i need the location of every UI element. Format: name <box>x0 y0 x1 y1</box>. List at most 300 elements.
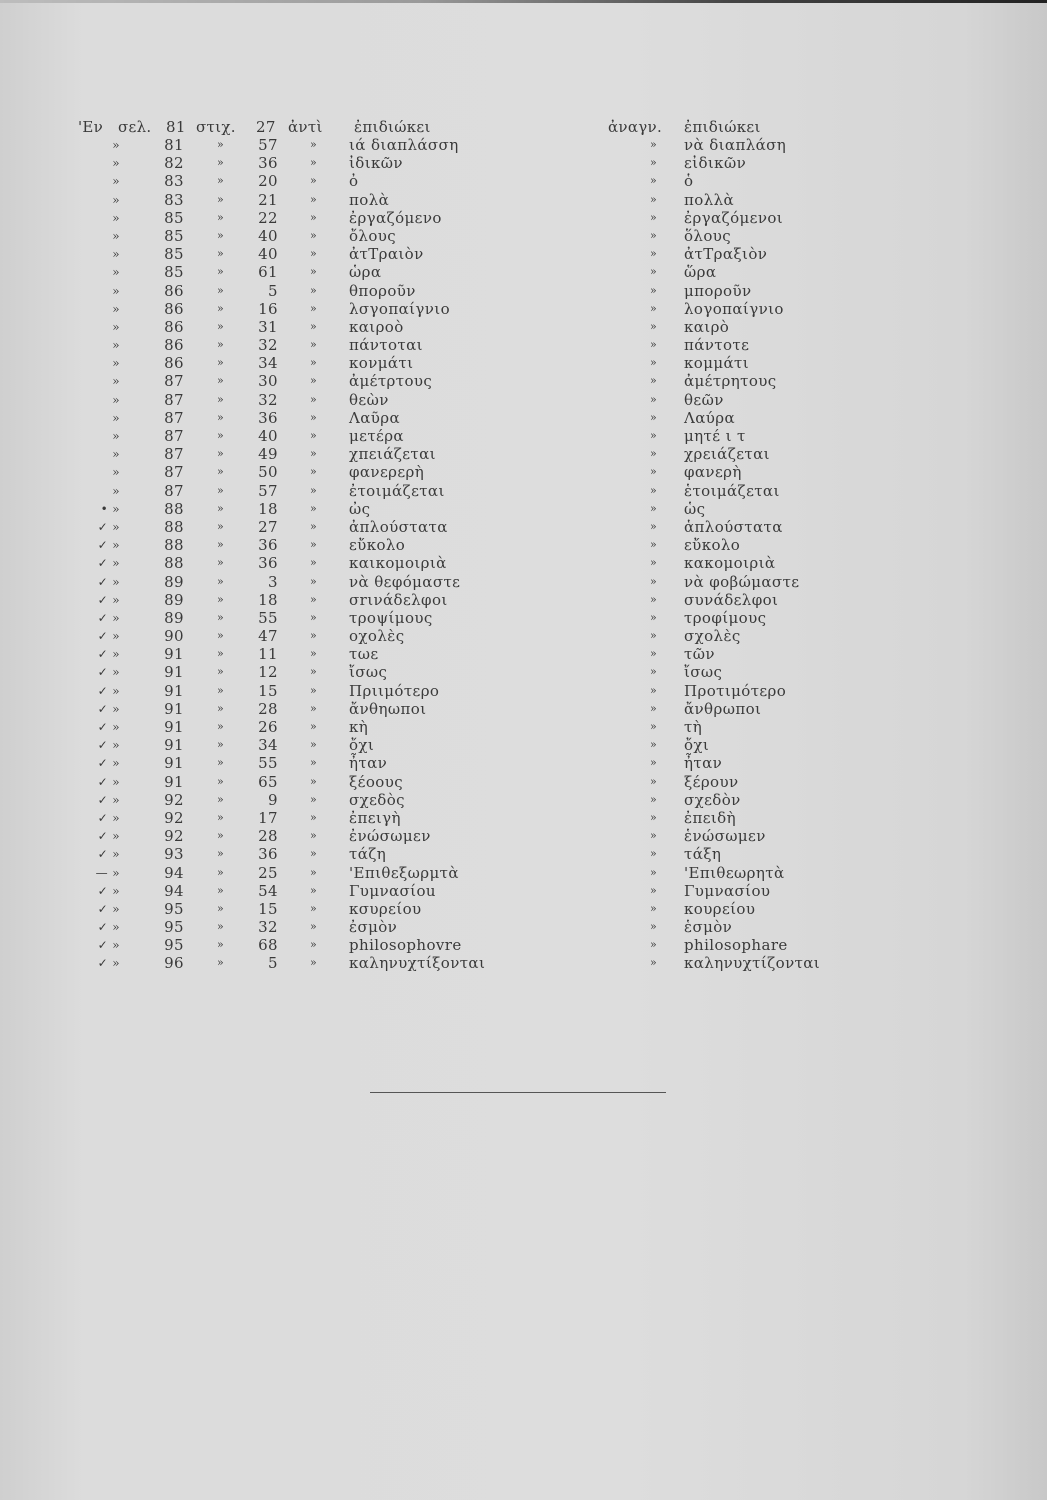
row-wrong-word: φανερερὴ <box>349 463 425 482</box>
row-line-number: 34 <box>258 736 278 755</box>
row-ditto-mark: » <box>650 192 658 206</box>
row-ditto-mark: » <box>310 956 318 970</box>
row-ditto-mark: » <box>217 865 225 879</box>
row-page-number: 91 <box>164 718 184 736</box>
row-line-number: 30 <box>258 372 278 391</box>
row-page-number: 95 <box>164 899 184 918</box>
errata-row <box>0 227 1047 245</box>
row-line-number: 61 <box>258 263 278 282</box>
row-line-number: 20 <box>258 172 278 191</box>
row-wrong-word: Γυμνασίοu <box>349 881 436 900</box>
row-correct-word: Λαύρα <box>684 408 736 427</box>
row-ditto-mark: » <box>310 210 318 224</box>
row-ditto-mark: » <box>310 174 318 188</box>
row-tick-mark: — » <box>95 865 120 880</box>
row-tick-mark: » <box>112 283 120 298</box>
row-ditto-mark: » <box>310 519 318 533</box>
row-ditto-mark: » <box>310 501 318 515</box>
row-tick-mark: ✓ » <box>97 610 120 625</box>
row-ditto-mark: » <box>310 774 318 788</box>
row-ditto-mark: » <box>310 301 318 315</box>
row-tick-mark: ✓ » <box>97 829 120 844</box>
row-ditto-mark: » <box>217 410 225 424</box>
row-correct-word: ἑνώσωμεν <box>684 827 766 846</box>
row-ditto-mark: » <box>650 865 658 879</box>
row-ditto-mark: » <box>217 883 225 897</box>
row-ditto-mark: » <box>650 629 658 643</box>
row-wrong-word: λσγοπαίγνιο <box>349 299 451 318</box>
errata-row <box>0 882 1047 900</box>
row-page-number: 91 <box>164 736 184 755</box>
row-ditto-mark: » <box>217 701 225 715</box>
row-wrong-word: ὠς <box>349 499 371 518</box>
row-wrong-word: ἰδικῶν <box>349 154 403 173</box>
row-ditto-mark: » <box>650 301 658 315</box>
row-ditto-mark: » <box>650 174 658 188</box>
row-correct-word: καιρὸ <box>684 317 730 336</box>
row-tick-mark: ✓ » <box>97 901 120 916</box>
row-ditto-mark: » <box>217 629 225 643</box>
row-ditto-mark: » <box>310 865 318 879</box>
row-tick-mark: ✓ » <box>97 756 120 771</box>
row-ditto-mark: » <box>310 610 318 624</box>
row-tick-mark: » <box>112 156 120 171</box>
row-wrong-word: ἀμέτρτους <box>349 372 433 391</box>
row-page-number: 88 <box>164 554 184 573</box>
row-line-number: 32 <box>258 390 278 409</box>
row-wrong-word: ξέoους <box>349 772 404 791</box>
row-wrong-word: πολὰ <box>349 190 390 209</box>
row-wrong-word: καικομοιριὰ <box>349 554 447 573</box>
row-line-number: 15 <box>258 681 278 700</box>
row-ditto-mark: » <box>650 901 658 915</box>
row-correct-word: εὔκολο <box>684 536 741 555</box>
row-wrong-word: ιά διαπλάσση <box>349 136 459 154</box>
row-line-number: 25 <box>258 863 278 882</box>
errata-row <box>0 773 1047 791</box>
row-ditto-mark: » <box>217 338 225 352</box>
errata-row <box>0 518 1047 536</box>
row-line-number: 3 <box>268 572 278 591</box>
row-page-number: 87 <box>164 390 184 409</box>
row-ditto-mark: » <box>310 901 318 915</box>
row-wrong-word: τροψίμους <box>349 608 433 627</box>
row-wrong-word: οχολὲς <box>349 627 405 646</box>
errata-row <box>0 845 1047 863</box>
row-ditto-mark: » <box>310 483 318 497</box>
row-ditto-mark: » <box>650 447 658 461</box>
row-ditto-mark: » <box>217 774 225 788</box>
row-ditto-mark: » <box>217 519 225 533</box>
row-line-number: 50 <box>258 463 278 482</box>
row-ditto-mark: » <box>310 374 318 388</box>
row-ditto-mark: » <box>217 501 225 515</box>
row-page-number: 85 <box>164 226 184 245</box>
row-page-number: 82 <box>164 154 184 173</box>
row-wrong-word: νὰ θεφόμαστε <box>349 572 461 591</box>
row-ditto-mark: » <box>217 665 225 679</box>
row-wrong-word: πάντοται <box>349 336 423 355</box>
row-tick-mark: » <box>112 174 120 189</box>
row-tick-mark: ✓ » <box>97 556 120 571</box>
row-page-number: 90 <box>164 627 184 646</box>
row-ditto-mark: » <box>650 519 658 533</box>
row-ditto-mark: » <box>650 338 658 352</box>
row-wrong-word: εὔκολο <box>349 536 406 555</box>
row-ditto-mark: » <box>217 810 225 824</box>
row-line-number: 34 <box>258 354 278 373</box>
errata-row <box>0 300 1047 318</box>
row-correct-word: λογοπαίγνιο <box>684 299 784 318</box>
row-line-number: 49 <box>258 445 278 464</box>
row-correct-word: ἐπειδὴ <box>684 808 736 827</box>
row-ditto-mark: » <box>650 501 658 515</box>
errata-row <box>0 609 1047 627</box>
row-correct-word: Γυμνασίου <box>684 881 771 900</box>
row-ditto-mark: » <box>650 556 658 570</box>
row-correct-word: σχολὲς <box>684 627 741 646</box>
row-line-number: 9 <box>268 790 278 809</box>
row-page-number: 88 <box>164 536 184 555</box>
row-ditto-mark: » <box>310 392 318 406</box>
row-correct-word: ἑσμὸν <box>684 918 733 937</box>
row-correct-word: νὰ φοβώμαστε <box>684 572 800 591</box>
row-correct-word: πολλὰ <box>684 190 735 209</box>
row-correct-word: ξέρουν <box>684 772 739 791</box>
row-ditto-mark: » <box>310 756 318 770</box>
row-wrong-word: κονμάτι <box>349 354 414 373</box>
row-page-number: 91 <box>164 754 184 773</box>
errata-row <box>0 754 1047 772</box>
row-ditto-mark: » <box>217 429 225 442</box>
errata-rows <box>0 136 1047 973</box>
errata-row <box>0 791 1047 809</box>
errata-row <box>0 954 1047 972</box>
row-correct-word: ἁπλούστατα <box>684 517 783 536</box>
row-ditto-mark: » <box>650 756 658 770</box>
errata-row <box>0 482 1047 500</box>
row-ditto-mark: » <box>217 956 225 970</box>
errata-row <box>0 627 1047 645</box>
row-ditto-mark: » <box>650 265 658 279</box>
row-correct-word: νὰ διαπλάση <box>684 136 787 154</box>
row-line-number: 40 <box>258 427 278 445</box>
row-correct-word: σχεδὸν <box>684 790 741 809</box>
errata-row <box>0 336 1047 354</box>
row-ditto-mark: » <box>650 356 658 370</box>
errata-row <box>0 354 1047 372</box>
row-tick-mark: ✓ » <box>97 683 120 698</box>
row-line-number: 40 <box>258 245 278 264</box>
row-page-number: 87 <box>164 408 184 427</box>
row-page-number: 91 <box>164 699 184 718</box>
row-ditto-mark: » <box>650 774 658 788</box>
row-wrong-word: ἀπλούστατα <box>349 517 448 536</box>
row-ditto-mark: » <box>310 665 318 679</box>
row-correct-word: ἀτTραξιὸν <box>684 245 768 264</box>
row-ditto-mark: » <box>217 392 225 406</box>
row-wrong-word: ὡρα <box>349 263 382 282</box>
row-ditto-mark: » <box>310 356 318 370</box>
row-ditto-mark: » <box>217 192 225 206</box>
row-ditto-mark: » <box>650 792 658 806</box>
row-ditto-mark: » <box>310 429 318 442</box>
row-wrong-word: χπειάζεται <box>349 445 436 464</box>
row-ditto-mark: » <box>217 228 225 242</box>
errata-row <box>0 809 1047 827</box>
row-ditto-mark: » <box>310 629 318 643</box>
row-ditto-mark: » <box>310 592 318 606</box>
row-ditto-mark: » <box>650 720 658 733</box>
row-ditto-mark: » <box>310 247 318 261</box>
row-wrong-word: σχεδὸς <box>349 790 405 809</box>
row-tick-mark: ✓ » <box>97 701 120 716</box>
row-correct-word: φανερὴ <box>684 463 742 482</box>
row-tick-mark: » <box>112 210 120 225</box>
row-wrong-word: ἐπειγὴ <box>349 808 401 827</box>
header-en: 'Εν <box>78 118 104 136</box>
errata-row <box>0 718 1047 736</box>
row-tick-mark: » <box>112 319 120 334</box>
header-page: 81 <box>166 118 186 136</box>
row-ditto-mark: » <box>650 847 658 861</box>
row-line-number: 57 <box>258 136 278 154</box>
row-tick-mark: ✓ » <box>97 574 120 589</box>
row-correct-word: χρειάζεται <box>684 445 770 464</box>
row-wrong-word: ἴσως <box>349 663 388 682</box>
row-ditto-mark: » <box>310 319 318 333</box>
row-correct-word: Προτιμότερο <box>684 681 787 700</box>
row-ditto-mark: » <box>310 138 318 151</box>
row-page-number: 96 <box>164 954 184 973</box>
row-ditto-mark: » <box>217 683 225 697</box>
row-ditto-mark: » <box>217 465 225 479</box>
row-correct-word: κακομοιριὰ <box>684 554 776 573</box>
row-page-number: 86 <box>164 354 184 373</box>
row-page-number: 92 <box>164 808 184 827</box>
header-right: ἐπιδιώκει <box>684 118 761 136</box>
row-wrong-word: θεὼν <box>349 390 389 409</box>
errata-row <box>0 391 1047 409</box>
row-tick-mark: ✓ » <box>97 738 120 753</box>
row-tick-mark: » <box>112 429 120 443</box>
row-ditto-mark: » <box>310 647 318 661</box>
row-wrong-word: ἐνώσωμεν <box>349 827 431 846</box>
row-page-number: 89 <box>164 590 184 609</box>
row-page-number: 91 <box>164 663 184 682</box>
row-correct-word: πάντοτε <box>684 336 750 355</box>
row-line-number: 55 <box>258 608 278 627</box>
row-ditto-mark: » <box>310 720 318 733</box>
row-wrong-word: ὄλους <box>349 226 397 245</box>
row-line-number: 22 <box>258 208 278 227</box>
row-page-number: 88 <box>164 499 184 518</box>
row-ditto-mark: » <box>650 374 658 388</box>
header-anti: ἀντὶ <box>288 118 323 136</box>
row-ditto-mark: » <box>650 465 658 479</box>
row-correct-word: ἄνθρωποι <box>684 699 762 718</box>
row-wrong-word: ὄχι <box>349 736 375 755</box>
row-page-number: 86 <box>164 317 184 336</box>
row-ditto-mark: » <box>217 829 225 843</box>
row-page-number: 83 <box>164 172 184 191</box>
errata-row <box>0 172 1047 190</box>
row-page-number: 86 <box>164 336 184 355</box>
row-line-number: 36 <box>258 536 278 555</box>
row-line-number: 36 <box>258 554 278 573</box>
row-line-number: 28 <box>258 827 278 846</box>
row-ditto-mark: » <box>650 138 658 151</box>
row-tick-mark: ✓ » <box>97 592 120 607</box>
errata-row <box>0 936 1047 954</box>
row-correct-word: ὥρα <box>684 263 717 282</box>
row-page-number: 93 <box>164 845 184 864</box>
errata-row <box>0 409 1047 427</box>
row-ditto-mark: » <box>650 538 658 552</box>
row-tick-mark: ✓ » <box>97 847 120 862</box>
row-correct-word: ἀμέτρητους <box>684 372 777 391</box>
row-ditto-mark: » <box>650 665 658 679</box>
row-line-number: 36 <box>258 845 278 864</box>
row-correct-word: 'Επιθεωρητὰ <box>684 863 785 882</box>
row-ditto-mark: » <box>650 883 658 897</box>
errata-row <box>0 209 1047 227</box>
row-correct-word: κομμάτι <box>684 354 750 373</box>
row-correct-word: συνάδελφοι <box>684 590 779 609</box>
row-line-number: 36 <box>258 408 278 427</box>
row-line-number: 28 <box>258 699 278 718</box>
closing-rule <box>370 1092 666 1093</box>
row-line-number: 15 <box>258 899 278 918</box>
row-line-number: 27 <box>258 517 278 536</box>
row-ditto-mark: » <box>650 592 658 606</box>
row-ditto-mark: » <box>650 483 658 497</box>
row-tick-mark: ✓ » <box>97 774 120 789</box>
row-tick-mark: ✓ » <box>97 720 120 734</box>
row-tick-mark: ✓ » <box>97 920 120 935</box>
row-ditto-mark: » <box>650 392 658 406</box>
row-correct-word: ἑτοιμάζεται <box>684 481 780 500</box>
errata-row <box>0 282 1047 300</box>
row-page-number: 87 <box>164 427 184 445</box>
row-line-number: 57 <box>258 481 278 500</box>
row-tick-mark: » <box>112 247 120 262</box>
row-wrong-word: καληνυχτίξονται <box>349 954 486 973</box>
row-line-number: 55 <box>258 754 278 773</box>
row-tick-mark: ✓ » <box>97 956 120 971</box>
row-ditto-mark: » <box>217 210 225 224</box>
row-ditto-mark: » <box>310 701 318 715</box>
row-correct-word: philosophare <box>684 936 788 955</box>
row-page-number: 92 <box>164 790 184 809</box>
row-ditto-mark: » <box>217 847 225 861</box>
errata-row <box>0 463 1047 481</box>
row-wrong-word: philosophovre <box>349 936 462 955</box>
row-page-number: 85 <box>164 208 184 227</box>
row-ditto-mark: » <box>310 447 318 461</box>
row-correct-word: ὅλους <box>684 226 732 245</box>
row-ditto-mark: » <box>310 938 318 952</box>
row-page-number: 91 <box>164 772 184 791</box>
row-line-number: 68 <box>258 936 278 955</box>
row-line-number: 5 <box>268 281 278 300</box>
row-page-number: 94 <box>164 863 184 882</box>
row-line-number: 32 <box>258 336 278 355</box>
row-ditto-mark: » <box>217 647 225 661</box>
row-ditto-mark: » <box>217 356 225 370</box>
row-ditto-mark: » <box>310 283 318 297</box>
row-ditto-mark: » <box>310 556 318 570</box>
row-tick-mark: » <box>112 192 120 207</box>
row-wrong-word: Λαῦρα <box>349 408 401 427</box>
row-ditto-mark: » <box>217 792 225 806</box>
row-ditto-mark: » <box>217 174 225 188</box>
row-tick-mark: » <box>112 465 120 480</box>
errata-row <box>0 827 1047 845</box>
row-wrong-word: ἐτοιμάζεται <box>349 481 445 500</box>
row-ditto-mark: » <box>217 283 225 297</box>
row-ditto-mark: » <box>650 647 658 661</box>
row-tick-mark: » <box>112 483 120 498</box>
errata-header-row <box>78 118 898 138</box>
errata-row <box>0 864 1047 882</box>
row-ditto-mark: » <box>650 701 658 715</box>
row-tick-mark: ✓ » <box>97 647 120 662</box>
errata-row <box>0 154 1047 172</box>
errata-row <box>0 736 1047 754</box>
row-ditto-mark: » <box>217 374 225 388</box>
header-anagn: ἀναγν. <box>608 118 663 136</box>
row-correct-word: κουρείου <box>684 899 756 918</box>
row-ditto-mark: » <box>310 920 318 934</box>
row-ditto-mark: » <box>217 901 225 915</box>
row-page-number: 87 <box>164 445 184 464</box>
row-ditto-mark: » <box>310 156 318 170</box>
errata-row <box>0 918 1047 936</box>
row-ditto-mark: » <box>650 210 658 224</box>
row-ditto-mark: » <box>650 319 658 333</box>
errata-row <box>0 372 1047 390</box>
row-wrong-word: Πριιμότερο <box>349 681 440 700</box>
row-correct-word: τροφίμους <box>684 608 767 627</box>
row-ditto-mark: » <box>217 265 225 279</box>
row-ditto-mark: » <box>310 738 318 752</box>
header-wrong: ἐπιδιώκει <box>354 118 431 136</box>
row-ditto-mark: » <box>650 938 658 952</box>
errata-row <box>0 191 1047 209</box>
errata-row <box>0 245 1047 263</box>
row-page-number: 86 <box>164 281 184 300</box>
row-tick-mark: » <box>112 410 120 425</box>
row-ditto-mark: » <box>217 319 225 333</box>
row-ditto-mark: » <box>650 920 658 934</box>
row-ditto-mark: » <box>310 538 318 552</box>
row-tick-mark: » <box>112 392 120 407</box>
row-ditto-mark: » <box>650 283 658 297</box>
row-page-number: 92 <box>164 827 184 846</box>
row-ditto-mark: » <box>217 556 225 570</box>
row-ditto-mark: » <box>217 447 225 461</box>
errata-row <box>0 500 1047 518</box>
row-ditto-mark: » <box>310 228 318 242</box>
row-ditto-mark: » <box>650 738 658 752</box>
errata-row <box>0 136 1047 154</box>
header-stix: στιχ. <box>196 118 236 136</box>
row-correct-word: εἰδικῶν <box>684 154 747 173</box>
row-page-number: 87 <box>164 372 184 391</box>
row-ditto-mark: » <box>217 720 225 733</box>
row-ditto-mark: » <box>310 192 318 206</box>
